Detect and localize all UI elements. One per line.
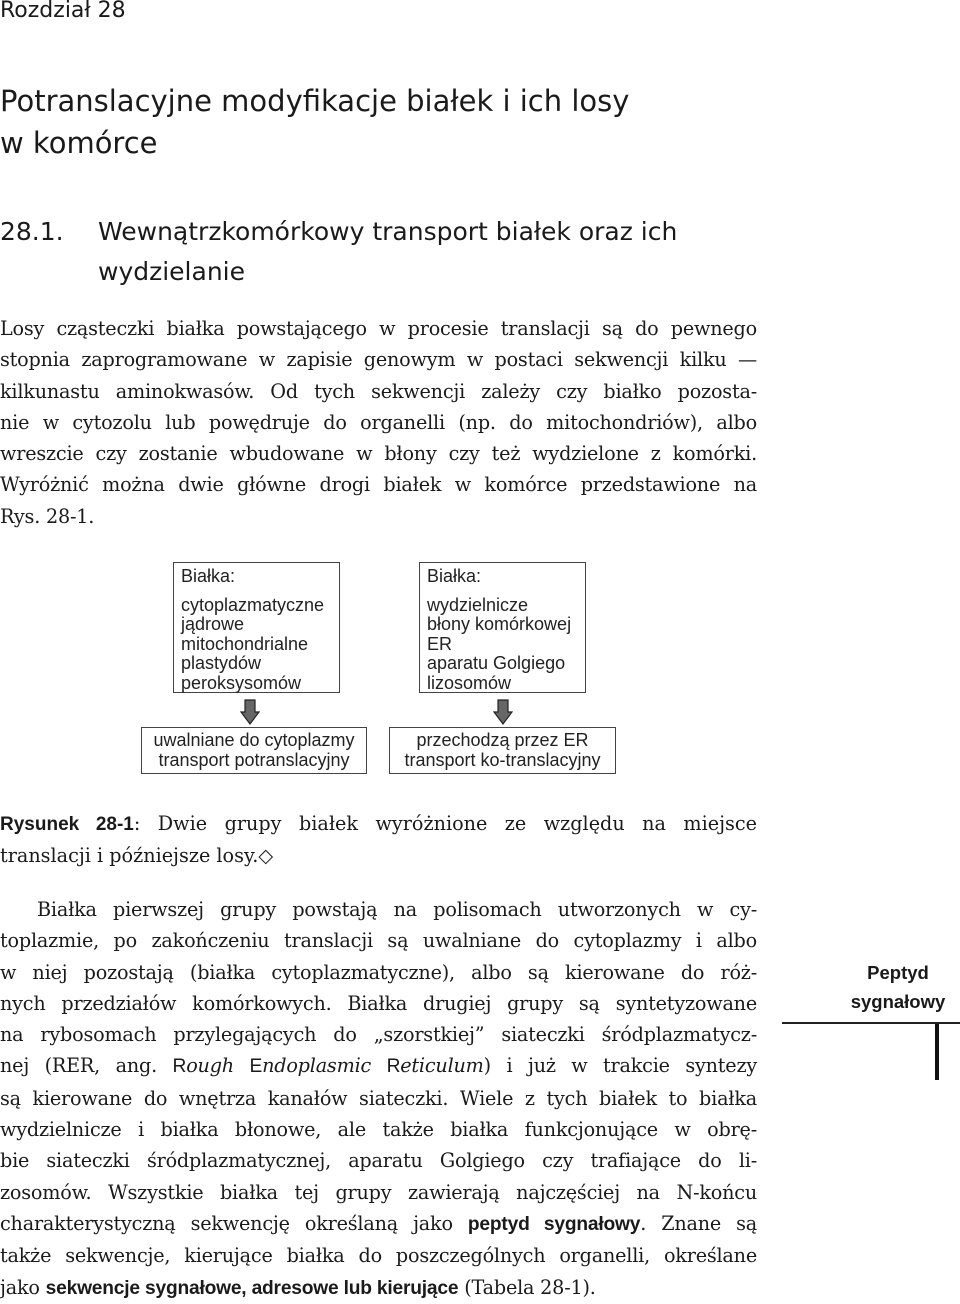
text-line (0, 1208, 757, 1240)
posttranslational-result-box (141, 727, 367, 774)
text-line: bie siateczki śródplazmatycznej, aparatu Golgiego czy trafiające do li- (0, 1149, 757, 1173)
text-line: zosomów. Wszystkie białka tej grupy zawierają najczęściej na N-końcu (0, 1180, 757, 1204)
box-item: peroksysomów (181, 672, 302, 693)
box-item: aparatu Golgiego (427, 653, 566, 673)
text-line: kilkunastu aminokwasów. Od tych sekwencji zależy czy białko pozosta- (0, 379, 757, 403)
section-heading (0, 212, 760, 292)
text-line: na rybosomach przylegających do „szorstkiej” siateczki śródplazmatycz- (0, 1023, 757, 1047)
text-segment: ough (186, 1054, 250, 1078)
caption-line: translacji i późniejsze losy.◇ (0, 844, 274, 868)
text-segment: . Znane są (640, 1211, 757, 1235)
chapter-title (0, 80, 800, 164)
text-line: Białka pierwszej grupy powstają na polisomach utworzonych w cy- (37, 898, 757, 921)
caption-line (0, 808, 757, 840)
text-line: także sekwencje, kierujące białka do poszczególnych organelli, określane (0, 1244, 757, 1268)
cytoplasmic-proteins-box (173, 562, 340, 693)
text-line: stopnia zaprogramowane w zapisie genowym w postaci sekwencji kilku — (0, 348, 757, 372)
box-item: ER (427, 633, 453, 654)
chapter-heading: Rozdział 28 (0, 0, 126, 23)
result-line: uwalniane do cytoplazmy (153, 730, 355, 750)
result-line: transport ko-translacyjny (404, 749, 601, 770)
box-item: lizosomów (427, 672, 512, 693)
figure-caption (0, 808, 757, 872)
text-line: są kierowane do wnętrza kanałów siateczki. Wiele z tych białek to białka (0, 1086, 757, 1110)
acronym-letter: R (172, 1056, 187, 1078)
box-item: mitochondrialne (181, 633, 309, 654)
margin-divider (782, 1022, 960, 1024)
box-item: plastydów (181, 653, 262, 673)
box-item: wydzielnicze (427, 594, 529, 615)
text-line: wreszcie czy zostanie wbudowane w błony czy też wydzielone z komórki. (0, 442, 757, 466)
body-paragraph (0, 894, 757, 1304)
intro-paragraph (0, 313, 757, 532)
key-term: peptyd sygnałowy (467, 1213, 641, 1235)
text-line: Wyróżnić można dwie główne drogi białek w komórce przedstawione na (0, 473, 757, 497)
text-line (0, 1050, 757, 1082)
caption-label: Rysunek 28-1 (0, 814, 134, 835)
margin-bar (935, 1024, 939, 1080)
margin-note-line: Peptyd (867, 962, 929, 983)
text-segment: (Tabela 28-1). (458, 1275, 596, 1299)
margin-note-line: sygnałowy (850, 991, 946, 1012)
text-segment: ) i już w trakcie syntezy (483, 1054, 758, 1078)
cotranslational-result-box (389, 727, 616, 774)
secretory-proteins-box (419, 562, 586, 693)
text-line: toplazmie, po zakończeniu translacji są uwalniane do cytoplazmy i albo (0, 929, 757, 953)
text-line (0, 1272, 757, 1304)
text-segment: eticulum (400, 1054, 484, 1078)
text-line: Losy cząsteczki białka powstającego w procesie translacji są do pewnego (0, 317, 757, 340)
result-line: przechodzą przez ER (416, 730, 589, 750)
key-term: sekwencje sygnałowe, adresowe lub kierujące (45, 1277, 459, 1299)
section-title (98, 212, 677, 292)
box-item: cytoplazmatyczne (181, 594, 325, 615)
chapter-title-line: Potranslacyjne modyfikacje białek i ich losy (0, 84, 630, 118)
box-item: błony komórkowej (427, 614, 572, 634)
margin-note (838, 958, 958, 1016)
chapter-title-line: w komórce (0, 126, 158, 160)
down-arrow-icon (240, 699, 260, 725)
text-segment: charakterystyczną sekwencję określaną jako (0, 1211, 468, 1235)
acronym-letter: E (249, 1056, 263, 1078)
down-arrow-icon (493, 699, 513, 725)
text-segment: nej (RER, ang. (0, 1054, 173, 1078)
acronym-letter: R (386, 1056, 401, 1078)
section-number: 28.1. (0, 217, 64, 246)
box-item: jądrowe (181, 614, 245, 634)
text-line: w niej pozostają (białka cytoplazmatyczne), albo są kierowane do róż- (0, 960, 757, 984)
result-line: transport potranslacyjny (158, 749, 350, 770)
box-header: Białka: (427, 566, 482, 586)
text-segment: ndoplasmic (262, 1054, 387, 1078)
box-header: Białka: (181, 566, 236, 586)
text-line: wydzielnicze i białka błonowe, ale także białka funkcjonujące w obrę- (0, 1118, 757, 1142)
section-title-line: Wewnątrzkomórkowy transport białek oraz ich (98, 217, 678, 246)
caption-text: : Dwie grupy białek wyróżnione ze względu na miejsce (133, 812, 757, 835)
text-line: nie w cytozolu lub powędruje do organelli (np. do mitochondriów), albo (0, 410, 757, 434)
section-title-line: wydzielanie (98, 257, 245, 286)
text-line: nych przedziałów komórkowych. Białka drugiej grupy są syntetyzowane (0, 991, 757, 1015)
text-line: Rys. 28-1. (0, 504, 95, 528)
text-segment: jako (0, 1275, 46, 1299)
